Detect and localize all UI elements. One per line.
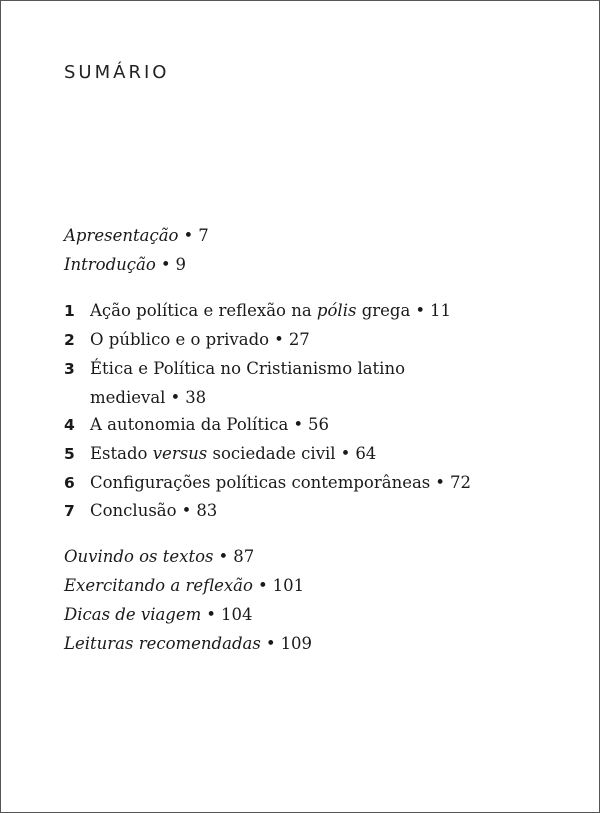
toc-page-number: 9	[175, 255, 187, 274]
chapter-number: 6	[64, 474, 75, 492]
toc-entry-label: Ética e Política no Cristianismo latino	[90, 359, 406, 378]
toc-entry-label: Ouvindo os textos	[64, 547, 214, 566]
toc-entry-label: Conclusão	[90, 501, 177, 520]
chapter-number: 5	[64, 445, 75, 463]
toc-entry-apresentacao[interactable]	[64, 221, 209, 250]
bullet-separator: •	[340, 444, 351, 463]
toc-chapter-1[interactable]	[64, 296, 451, 326]
toc-entry-label: O público e o privado	[90, 330, 270, 349]
toc-page-number: 64	[355, 444, 377, 463]
toc-entry-label: Configurações políticas contemporâneas	[90, 473, 431, 492]
toc-page-number: 11	[430, 301, 452, 320]
toc-entry-ouvindo-os-textos[interactable]	[64, 542, 254, 571]
chapter-number: 4	[64, 416, 75, 434]
toc-entry-dicas-de-viagem[interactable]	[64, 600, 253, 629]
toc-chapter-2[interactable]	[64, 325, 310, 355]
toc-entry-label-italic: pólis	[316, 301, 357, 320]
bullet-separator: •	[265, 634, 276, 653]
page-title: SUMÁRIO	[64, 62, 170, 83]
bullet-separator: •	[170, 388, 181, 407]
toc-page-number: 83	[196, 501, 218, 520]
bullet-separator: •	[435, 473, 445, 492]
bullet-separator: •	[183, 226, 194, 245]
toc-entry-label: Exercitando a reflexão	[64, 576, 253, 595]
bullet-separator: •	[181, 501, 192, 520]
toc-page-number: 56	[308, 415, 330, 434]
toc-page-number: 87	[233, 547, 255, 566]
toc-chapter-6[interactable]	[64, 468, 471, 498]
chapter-number: 7	[64, 502, 75, 520]
toc-entry-label: Introdução	[64, 255, 156, 274]
toc-entry-label: Apresentação	[64, 226, 179, 245]
bullet-separator: •	[257, 576, 268, 595]
toc-entry-label: A autonomia da Política	[90, 415, 289, 434]
toc-page-number: 104	[221, 605, 253, 624]
toc-chapter-3-continuation[interactable]	[64, 383, 206, 412]
toc-entry-label: Dicas de viagem	[64, 605, 202, 624]
toc-entry-exercitando-a-reflexao[interactable]	[64, 571, 304, 600]
toc-entry-label: medieval	[90, 388, 166, 407]
bullet-separator: •	[218, 547, 229, 566]
toc-chapter-5[interactable]	[64, 439, 376, 469]
toc-chapter-4[interactable]	[64, 410, 329, 440]
toc-entry-leituras-recomendadas[interactable]	[64, 629, 312, 658]
toc-entry-label: grega	[356, 301, 411, 320]
toc-chapter-7[interactable]	[64, 496, 217, 526]
bullet-separator: •	[206, 605, 217, 624]
bullet-separator: •	[293, 415, 304, 434]
chapter-number: 3	[64, 360, 75, 378]
toc-page-number: 38	[185, 388, 207, 407]
bullet-separator: •	[274, 330, 284, 349]
bullet-separator: •	[415, 301, 426, 320]
chapter-number: 1	[64, 302, 75, 320]
toc-page-number: 72	[450, 473, 471, 492]
chapter-number: 2	[64, 331, 75, 349]
toc-entry-label: Ação política e reflexão na	[90, 301, 317, 320]
toc-page-number: 27	[288, 330, 310, 349]
toc-page-number: 109	[280, 634, 313, 653]
toc-page-number: 7	[198, 226, 209, 245]
toc-entry-label: Leituras recomendadas	[64, 634, 261, 653]
toc-entry-label: sociedade civil	[207, 444, 336, 463]
toc-entry-introducao[interactable]	[64, 250, 186, 279]
toc-page-number: 101	[272, 576, 305, 595]
toc-chapter-3[interactable]	[64, 354, 405, 384]
bullet-separator: •	[160, 255, 171, 274]
toc-entry-label: Estado	[90, 444, 153, 463]
toc-entry-label-italic: versus	[152, 444, 208, 463]
